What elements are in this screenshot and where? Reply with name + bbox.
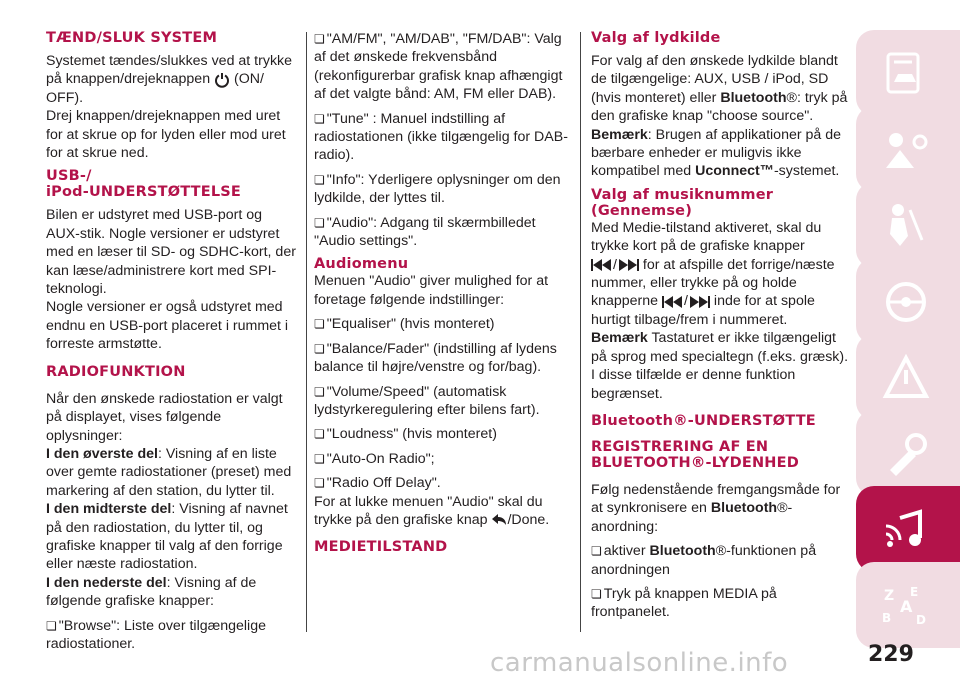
bullet-press-media: ❏ Tryk på knappen MEDIA på frontpanelet.: [591, 585, 853, 622]
radio-bottom-part: [46, 574, 296, 611]
bullet-equaliser: ❏ "Equaliser" (hvis monteret): [314, 315, 570, 333]
paragraph-note-apps: [591, 126, 853, 181]
text: ®-funktionen på anordningen: [591, 543, 817, 578]
svg-text:Z: Z: [884, 588, 895, 604]
bullet-auto-on: ❏ "Auto-On Radio";: [314, 450, 570, 468]
tab-maintenance[interactable]: [856, 410, 960, 496]
text: Bluetooth: [720, 89, 787, 106]
bullet-radio-off-delay: ❏ "Radio Off Delay".: [314, 474, 570, 492]
bullet-balance: ❏ "Balance/Fader" (indstilling af lydens balance til højre/venstre og for/bag).: [314, 340, 570, 377]
text: (ON/ OFF).: [46, 71, 264, 106]
text: /: [684, 293, 688, 310]
back-arrow-icon: [491, 513, 507, 527]
column-divider-1: [306, 32, 307, 632]
text: I den midterste del: [46, 501, 172, 518]
text: Med Medie-tilstand aktiveret, skal du trykke kort på de grafiske knapper: [591, 219, 822, 255]
text: REGISTRERING AF EN: [591, 438, 769, 455]
column-1: [46, 30, 296, 653]
heading-media-mode: MEDIETILSTAND: [314, 539, 448, 556]
text: : Brugen af applikationer på de bærbare enheder er muligvis ikke kompatibel med: [591, 126, 842, 180]
tab-car-info[interactable]: [856, 30, 960, 116]
heading-radio: RADIOFUNKTION: [46, 363, 186, 380]
bullet-browse: ❏ "Browse": Liste over tilgængelige radiostationer.: [46, 617, 296, 654]
heading-audiomenu: Audiomenu: [314, 256, 409, 273]
text: Systemet tændes/slukkes ved at trykke på knappen/drejeknappen: [46, 53, 293, 88]
text: /: [613, 256, 617, 273]
text: Uconnect™: [695, 163, 774, 180]
heading-source-selection: Valg af lydkilde: [591, 30, 721, 46]
text: aktiver: [603, 543, 646, 560]
paragraph-usb-1: Bilen er udstyret med USB-port og AUX-stik. Nogle versioner er udstyret med en læser til SD- og SDHC-kort, der kan læse/administrere kort med SPI-teknologi.: [46, 207, 296, 298]
text: Bemærk: [591, 330, 648, 347]
tab-emergency[interactable]: [856, 334, 960, 420]
svg-text:A: A: [900, 597, 913, 616]
bullet-activate-bluetooth: [591, 542, 853, 579]
bullet-loudness: ❏ "Loudness" (hvis monteret): [314, 425, 570, 443]
paragraph-track: [591, 219, 853, 329]
warning-lights-icon: [880, 124, 932, 176]
index-letters-icon: [880, 580, 932, 632]
svg-text:B: B: [882, 611, 892, 625]
text: USB-/: [46, 168, 92, 185]
text: : Visning af navnet på den radiostation, du lytter til, og grafiske knapper til valg af den forrige eller næste radiostation.: [46, 501, 288, 573]
text: Følg nedenstående fremgangsmåde for at synkronisere en: [591, 481, 841, 517]
heading-system-on-off: TÆND/SLUK SYSTEM: [46, 30, 218, 46]
paragraph-source: [591, 52, 853, 126]
airbag-safety-icon: [880, 200, 932, 252]
text: iPod-UNDERSTØTTELSE: [46, 184, 242, 201]
heading-usb: [46, 168, 296, 200]
bullet-audio: ❏ "Audio": Adgang til skærmbilledet "Audio settings".: [314, 214, 570, 251]
text: Bluetooth: [710, 500, 778, 517]
paragraph-on-off: [46, 52, 296, 107]
next-track-icon: [617, 259, 639, 271]
text: ®-anordning:: [591, 500, 793, 535]
text: /Done.: [507, 511, 550, 528]
text: Bemærk: [591, 126, 648, 143]
paragraph-radio: Når den ønskede radiostation er valgt på displayet, vises følgende oplysninger:: [46, 390, 283, 444]
bullet-info: ❏ "Info": Yderligere oplysninger om den lydkilde, der lyttes til.: [314, 171, 570, 208]
watermark: carmanualsonline.info: [490, 648, 789, 678]
radio-top-part: [46, 445, 296, 500]
text: -systemet.: [773, 163, 840, 180]
paragraph-note-keyboard: [591, 329, 853, 403]
tab-safety[interactable]: [856, 182, 960, 268]
svg-text:E: E: [910, 585, 919, 599]
fast-forward-icon: [688, 296, 710, 308]
text: Bluetooth: [649, 543, 716, 560]
column-divider-2: [580, 32, 581, 632]
heading-bluetooth-support: Bluetooth®-UNDERSTØTTE: [591, 412, 816, 429]
bullet-tune: ❏ "Tune" : Manuel indstilling af radiostationen (ikke tilgængelig for DAB-radio).: [314, 110, 570, 165]
paragraph-volume: Drej knappen/drejeknappen med uret for at skrue op for lyden eller mod uret for at skrue ned.: [46, 108, 286, 162]
text: BLUETOOTH®-LYDENHED: [591, 454, 799, 471]
paragraph-usb-2: Nogle versioner er også udstyret med endnu en USB-port placeret i rummet i forreste armstøtte.: [46, 299, 289, 353]
paragraph-pairing: [591, 481, 853, 536]
service-wrench-icon: [880, 428, 932, 480]
text: Valg af musiknummer: [591, 186, 774, 203]
paragraph-close-audio: [314, 493, 570, 530]
text: For valg af den ønskede lydkilde blandt de tilgængelige: AUX, USB / iPod, SD (hvis monteret) eller: [591, 53, 838, 106]
bullet-am-fm: ❏ "AM/FM", "AM/DAB", "FM/DAB": Valg af det ønskede frekvensbånd (rekonfigurerbar grafisk knap afhængigt af det valgte bånd: AM, FM eller DAB).: [314, 30, 570, 104]
svg-text:D: D: [916, 613, 926, 627]
text: Tastaturet er ikke tilgængeligt på sprog med specialtegn (f.eks. græsk). I disse tilfælde er denne funktion begrænset.: [591, 330, 849, 402]
page-number: 229: [868, 642, 914, 667]
emergency-triangle-icon: [880, 352, 932, 404]
tab-warning-lights[interactable]: [856, 106, 960, 192]
previous-track-icon: [591, 259, 613, 271]
column-2: [314, 30, 570, 555]
text: for at afspille det forrige/næste nummer, eller trykke på og holde knapperne: [591, 256, 835, 310]
text: : Visning af en liste over gemte radiostationer (preset) med markering af den station, du lytter til.: [46, 445, 292, 499]
radio-middle-part: [46, 500, 296, 574]
heading-bluetooth-registration: [591, 439, 853, 471]
text: I den øverste del: [46, 445, 158, 462]
paragraph-audiomenu: Menuen "Audio" giver mulighed for at foretage følgende indstillinger:: [314, 273, 549, 308]
text: (Gennemse): [591, 202, 693, 219]
car-info-icon: [880, 48, 932, 100]
rewind-icon: [662, 296, 684, 308]
text: inde for at spole hurtigt tilbage/frem i nummeret.: [591, 293, 815, 328]
chapter-sidebar: [856, 0, 960, 678]
text: I den nederste del: [46, 574, 167, 591]
tab-multimedia[interactable]: [856, 486, 960, 572]
text: : Visning af de følgende grafiske knapper:: [46, 574, 257, 610]
text: For at lukke menuen "Audio" skal du trykke på den grafiske knap: [314, 493, 543, 528]
tab-starting-driving[interactable]: [856, 258, 960, 344]
bullet-volume-speed: ❏ "Volume/Speed" (automatisk lydstyrkeregulering efter bilens fart).: [314, 383, 570, 420]
multimedia-icon: [880, 504, 932, 556]
steering-wheel-icon: [880, 276, 932, 328]
tab-index[interactable]: [856, 562, 960, 648]
column-3: [591, 30, 853, 622]
heading-track-selection: [591, 187, 853, 219]
power-icon: [214, 72, 230, 88]
text: ®: tryk på den grafiske knap "choose source".: [591, 89, 848, 125]
